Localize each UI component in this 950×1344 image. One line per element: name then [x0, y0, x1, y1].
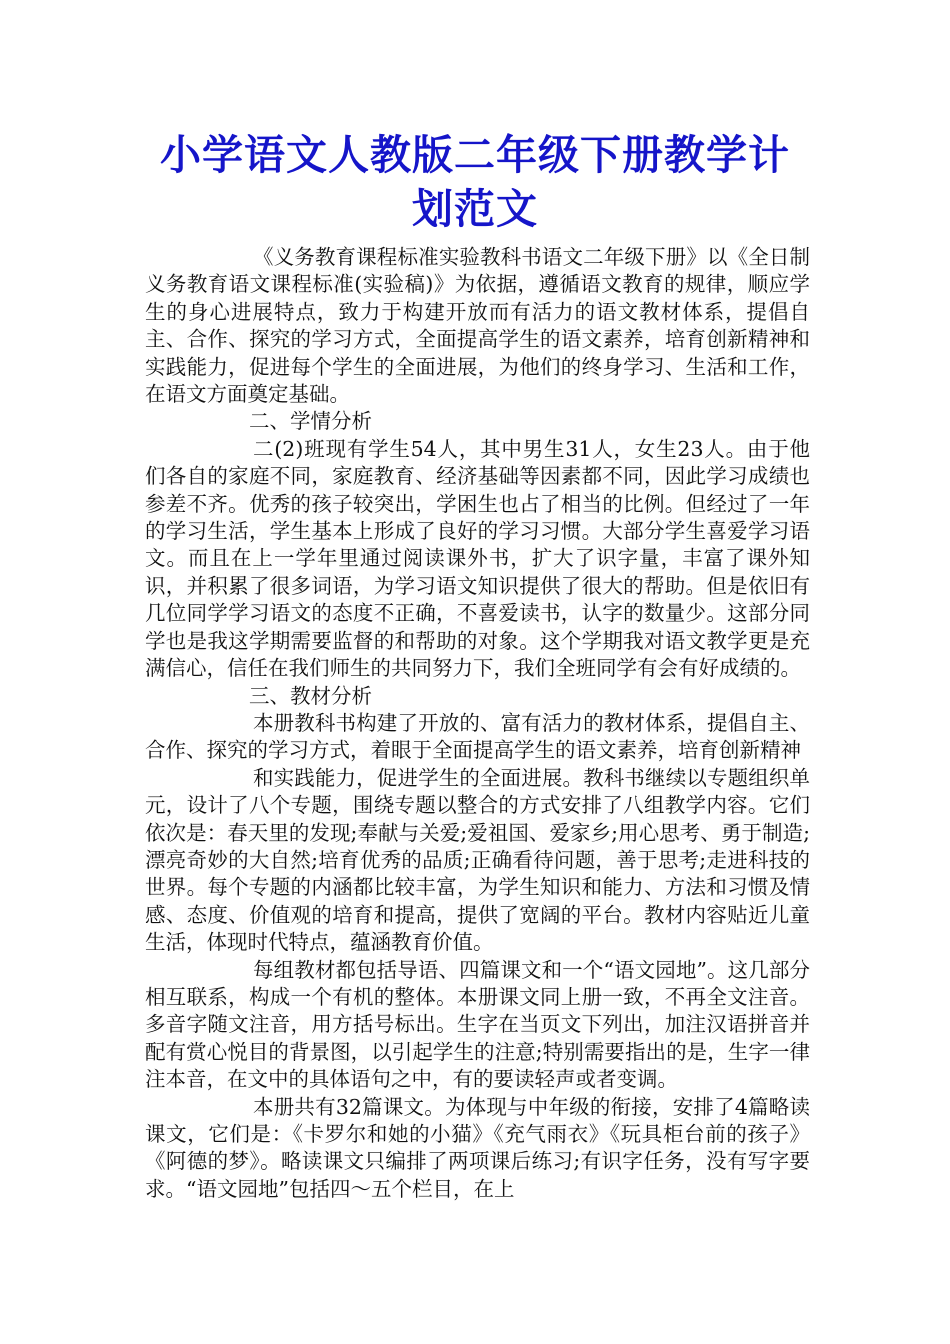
textbook-analysis-paragraph-1: 本册教科书构建了开放的、富有活力的教材体系，提倡自主、合作、探究的学习方式，着眼于全面提高学生的语文素养，培育创新精神 [145, 710, 810, 763]
section-heading-textbook-analysis: 三、教材分析 [249, 683, 372, 708]
textbook-analysis-paragraph-3: 每组教材都包括导语、四篇课文和一个“语文园地”。这几部分相互联系，构成一个有机的整体。本册课文同上册一致，不再全文注音。多音字随文注音，用方括号标出。生字在当页文下列出，加注汉语拼音并配有赏心悦目的背景图，以引起学生的注意;特别需要指出的是，生字一律注本音，在文中的具体语句之中，有的要读轻声或者变调。 [145, 957, 810, 1092]
title-line-1: 小学语文人教版二年级下册教学计 [160, 131, 790, 179]
intro-paragraph: 《义务教育课程标准实验教科书语文二年级下册》以《全日制义务教育语文课程标准(实验稿)》为依据，遵循语文教育的规律，顺应学生的身心进展特点，致力于构建开放而有活力的语文教材体系，提倡自主、合作、探究的学习方式，全面提高学生的语文素养，培育创新精神和实践能力，促进每个学生的全面进展，为他们的终身学习、生活和工作，在语文方面奠定基础。 [145, 245, 810, 407]
title-line-2: 划范文 [412, 185, 538, 233]
document-body [145, 244, 810, 1203]
document-title [140, 128, 810, 236]
section-heading-student-analysis: 二、学情分析 [249, 409, 372, 434]
student-analysis-paragraph: 二(2)班现有学生54人，其中男生31人，女生23人。由于他们各自的家庭不同，家庭教育、经济基础等因素都不同，因此学习成绩也参差不齐。优秀的孩子较突出，学困生也占了相当的比例。但经过了一年的学习生活，学生基本上形成了良好的学习习惯。大部分学生喜爱学习语文。而且在上一学年里通过阅读课外书，扩大了识字量，丰富了课外知识，并积累了很多词语，为学习语文知识提供了很大的帮助。但是依旧有几位同学学习语文的态度不正确，不喜爱读书，认字的数量少。这部分同学也是我这学期需要监督的和帮助的对象。这个学期我对语文教学更是充满信心，信任在我们师生的共同努力下，我们全班同学有会有好成绩的。 [145, 436, 810, 681]
textbook-analysis-paragraph-4: 本册共有32篇课文。为体现与中年级的衔接，安排了4篇略读课文，它们是：《卡罗尔和她的小猫》《充气雨衣》《玩具柜台前的孩子》《阿德的梦》。略读课文只编排了两项课后练习;有识字任务，没有写字要求。“语文园地”包括四～五个栏目，在上 [145, 1094, 810, 1201]
textbook-analysis-paragraph-2: 和实践能力，促进学生的全面进展。教科书继续以专题组织单元，设计了八个专题，围绕专题以整合的方式安排了八组教学内容。它们依次是：春天里的发现;奉献与关爱;爱祖国、爱家乡;用心思考、勇于制造;漂亮奇妙的大自然;培育优秀的品质;正确看待问题，善于思考;走进科技的世界。每个专题的内涵都比较丰富，为学生知识和能力、方法和习惯及情感、态度、价值观的培育和提高，提供了宽阔的平台。教材内容贴近儿童生活，体现时代特点，蕴涵教育价值。 [145, 765, 810, 955]
